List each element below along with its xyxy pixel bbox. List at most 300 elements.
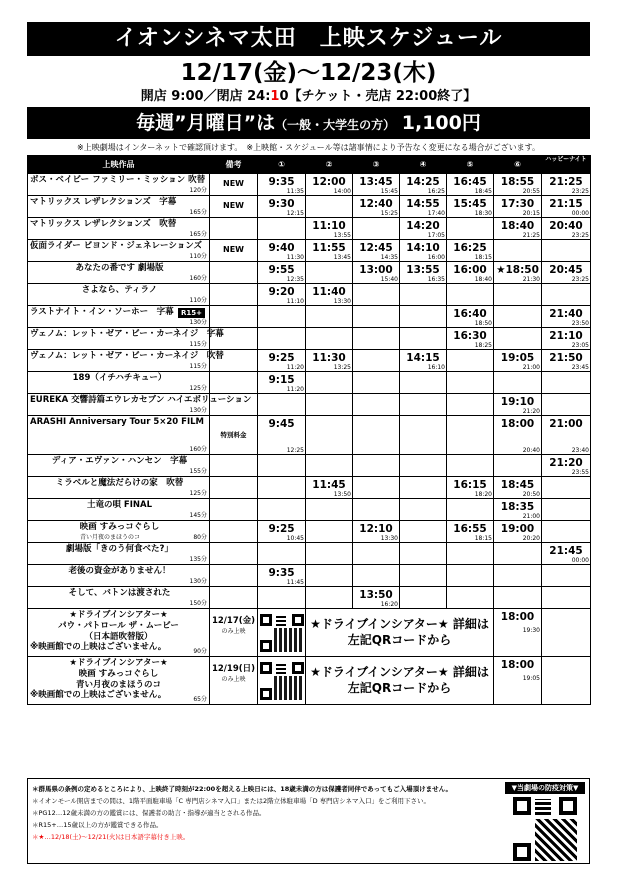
showtime-cell <box>306 262 353 284</box>
film-cell <box>28 174 210 196</box>
note-cell <box>210 262 258 284</box>
end-time: 18:25 <box>474 342 492 349</box>
end-time: 18:15 <box>474 535 492 542</box>
showtime-cell <box>447 565 494 587</box>
drive-in-qr-cell <box>258 657 306 705</box>
drive-in-duration: 90分 <box>193 648 207 655</box>
showtime-cell <box>258 218 306 240</box>
showtime-cell <box>353 543 400 565</box>
start-time: 21:15 <box>549 198 583 210</box>
start-time: 9:20 <box>268 286 295 298</box>
showtime-cell[interactable] <box>447 477 494 499</box>
film-duration: 110分 <box>189 253 207 260</box>
start-time: 18:35 <box>500 501 535 513</box>
showtime-cell[interactable] <box>494 657 542 705</box>
end-time: 12:35 <box>286 276 304 283</box>
table-row <box>28 455 591 477</box>
start-time: 21:00 <box>549 418 583 430</box>
showtime-cell[interactable] <box>400 350 447 372</box>
film-title: ARASHI Anniversary Tour 5×20 FILM <box>30 417 205 427</box>
showtime-cell <box>400 328 447 350</box>
start-time: 12:00 <box>312 176 346 188</box>
showtime-cell[interactable] <box>494 218 542 240</box>
showtime-cell[interactable] <box>353 240 400 262</box>
film-duration: 165分 <box>189 231 207 238</box>
showtime-cell <box>258 306 306 328</box>
end-time: 18:45 <box>474 188 492 195</box>
showtime-cell[interactable] <box>258 565 306 587</box>
showtime-cell[interactable] <box>447 521 494 543</box>
film-title: マトリックス レザレクションズ 字幕 <box>30 197 177 207</box>
hours-text-end: 0【チケット・売店 22:00終了】 <box>279 89 477 104</box>
showtime-cell <box>447 372 494 394</box>
showtime-cell <box>542 499 591 521</box>
showtime-cell[interactable] <box>258 521 306 543</box>
showtime-cell <box>306 543 353 565</box>
showtime-cell <box>447 394 494 416</box>
showtime-cell <box>447 455 494 477</box>
showtime-cell <box>353 499 400 521</box>
showtime-cell[interactable] <box>494 350 542 372</box>
rating-badge: R15+ <box>178 308 205 318</box>
column-header-4: ③ <box>353 156 400 174</box>
showtime-cell[interactable] <box>306 284 353 306</box>
start-time: 12:45 <box>359 242 393 254</box>
start-time: 16:25 <box>453 242 487 254</box>
end-time: 23:25 <box>571 188 589 195</box>
drive-in-title-line: ★ドライブインシアター★ <box>69 658 168 668</box>
drive-in-row <box>28 609 591 657</box>
qr-label: ▼当劇場の防疫対策▼ <box>505 782 585 794</box>
showtime-cell[interactable] <box>258 174 306 196</box>
column-header-6: ⑤ <box>447 156 494 174</box>
showtime-cell <box>258 477 306 499</box>
note-cell <box>210 372 258 394</box>
showtime-cell <box>306 455 353 477</box>
qr-code-icon[interactable] <box>513 797 577 861</box>
film-title: 劇場版「きのう何食べた?」 <box>66 544 173 554</box>
end-time: 23:55 <box>571 469 589 476</box>
end-time: 18:20 <box>474 491 492 498</box>
showtime-cell[interactable] <box>494 196 542 218</box>
note-cell <box>210 284 258 306</box>
start-time: 9:35 <box>268 567 295 579</box>
showtime-cell[interactable] <box>542 455 591 477</box>
showtime-cell[interactable] <box>447 328 494 350</box>
showtime-cell <box>353 306 400 328</box>
film-duration: 160分 <box>189 275 207 282</box>
showtime-cell[interactable] <box>258 284 306 306</box>
start-time: 14:15 <box>406 352 440 364</box>
start-time: 9:55 <box>268 264 295 276</box>
table-row <box>28 284 591 306</box>
showtime-cell[interactable] <box>258 416 306 455</box>
schedule-table <box>27 155 591 705</box>
film-title: ラストナイト・イン・ソーホー 字幕 <box>30 307 174 317</box>
showtime-cell[interactable] <box>353 174 400 196</box>
start-time: 9:25 <box>268 352 295 364</box>
end-time: 15:25 <box>380 210 398 217</box>
end-time: 19:30 <box>522 627 540 634</box>
start-time: 9:35 <box>268 176 295 188</box>
end-time: 13:50 <box>333 491 351 498</box>
start-time: 18:00 <box>500 659 535 671</box>
showtime-cell[interactable] <box>258 262 306 284</box>
end-time: 21:00 <box>522 513 540 520</box>
end-time: 23:25 <box>571 276 589 283</box>
drive-in-info-cell <box>306 657 494 705</box>
drive-in-note: ※映画館での上映はございません。 <box>30 642 167 652</box>
start-time: 19:10 <box>500 396 535 408</box>
drive-in-limit: のみ上映 <box>221 676 246 683</box>
start-time: 21:45 <box>549 545 583 557</box>
film-duration: 115分 <box>189 341 207 348</box>
film-title: そして、バトンは渡された <box>68 588 171 598</box>
showtime-cell[interactable] <box>400 262 447 284</box>
showtime-cell <box>447 587 494 609</box>
showtime-cell <box>353 328 400 350</box>
schedule-notes <box>27 141 590 154</box>
film-duration: 80分 <box>193 534 207 541</box>
film-cell <box>28 196 210 218</box>
column-header-7: ⑥ <box>494 156 542 174</box>
film-cell <box>28 328 224 350</box>
table-row <box>28 240 591 262</box>
end-time: 19:05 <box>522 675 540 682</box>
showtime-cell <box>258 455 306 477</box>
end-time: 13:30 <box>333 298 351 305</box>
showtime-cell <box>494 328 542 350</box>
end-time: 15:40 <box>380 276 398 283</box>
film-title: マトリックス レザレクションズ 吹替 <box>30 219 177 229</box>
showtime-cell[interactable] <box>542 543 591 565</box>
end-time: 20:50 <box>522 491 540 498</box>
showtime-cell[interactable] <box>542 416 591 455</box>
showtime-cell <box>400 477 447 499</box>
film-title: ヴェノム：レット・ゼア・ビー・カーネイジ 字幕 <box>30 329 224 339</box>
end-time: 23:40 <box>571 447 589 454</box>
film-duration: 150分 <box>189 600 207 607</box>
showtime-cell <box>306 372 353 394</box>
start-time: 11:55 <box>312 242 346 254</box>
film-duration: 160分 <box>189 446 207 453</box>
showtime-cell[interactable] <box>258 350 306 372</box>
date-range: 12/17(金)～12/23(木) <box>180 60 437 86</box>
drive-in-info: ★ドライブインシアター★ 詳細は左記QRコードから <box>310 665 489 695</box>
showtime-cell[interactable] <box>306 240 353 262</box>
showtime-cell <box>400 372 447 394</box>
film-title: 土竜の唄 FINAL <box>86 500 153 510</box>
showtime-cell[interactable] <box>400 196 447 218</box>
showtime-cell <box>353 394 400 416</box>
showtime-cell <box>306 499 353 521</box>
start-time: 12:10 <box>359 523 393 535</box>
end-time: 21:25 <box>522 232 540 239</box>
showtime-cell[interactable] <box>494 262 542 284</box>
showtime-cell[interactable] <box>306 174 353 196</box>
showtime-cell[interactable] <box>494 521 542 543</box>
start-time: 15:45 <box>453 198 487 210</box>
showtime-cell[interactable] <box>353 587 400 609</box>
showtime-cell <box>542 477 591 499</box>
showtime-cell <box>400 306 447 328</box>
showtime-cell <box>400 587 447 609</box>
drive-in-date-cell <box>210 657 258 705</box>
table-row <box>28 477 591 499</box>
showtime-cell[interactable] <box>447 306 494 328</box>
start-time: 20:40 <box>549 220 583 232</box>
film-cell <box>28 262 210 284</box>
end-time: 17:05 <box>427 232 445 239</box>
film-title: ディア・エヴァン・ハンセン 字幕 <box>51 456 188 466</box>
showtime-cell <box>353 284 400 306</box>
end-time: 14:35 <box>380 254 398 261</box>
end-time: 21:20 <box>522 408 540 415</box>
footer-notes-box <box>27 778 590 864</box>
table-row <box>28 306 591 328</box>
showtime-cell <box>400 543 447 565</box>
showtime-cell <box>400 284 447 306</box>
showtime-cell[interactable] <box>258 240 306 262</box>
showtime-cell[interactable] <box>494 174 542 196</box>
film-duration: 125分 <box>189 385 207 392</box>
showtime-cell <box>494 306 542 328</box>
end-time: 11:20 <box>286 364 304 371</box>
start-time: 11:30 <box>312 352 346 364</box>
start-time: 20:45 <box>549 264 583 276</box>
end-time: 00:00 <box>571 210 589 217</box>
note-cell: NEW <box>210 196 258 218</box>
note-cell <box>210 587 258 609</box>
film-cell <box>28 543 210 565</box>
showtime-cell[interactable] <box>447 196 494 218</box>
showtime-cell[interactable] <box>258 196 306 218</box>
table-row <box>28 499 591 521</box>
film-duration: 130分 <box>189 319 207 326</box>
start-time: 9:45 <box>268 418 295 430</box>
showtime-cell[interactable] <box>306 477 353 499</box>
showtime-cell <box>494 455 542 477</box>
showtime-cell <box>306 306 353 328</box>
end-time: 16:35 <box>427 276 445 283</box>
showtime-cell[interactable] <box>258 372 306 394</box>
film-cell <box>28 565 210 587</box>
page-title: イオンシネマ太田 上映スケジュール <box>27 22 590 56</box>
drive-in-date: 12/19(日) <box>211 664 256 674</box>
note-cell <box>210 477 258 499</box>
start-time: 21:50 <box>549 352 583 364</box>
end-time: 18:40 <box>474 276 492 283</box>
showtime-cell <box>447 284 494 306</box>
showtime-cell[interactable] <box>542 218 591 240</box>
showtime-cell <box>306 587 353 609</box>
showtime-cell[interactable] <box>542 174 591 196</box>
end-time: 11:45 <box>286 579 304 586</box>
drive-in-qr-cell <box>258 609 306 657</box>
end-time: 13:45 <box>333 254 351 261</box>
showtime-cell <box>494 543 542 565</box>
column-header-3: ② <box>306 156 353 174</box>
film-duration: 110分 <box>189 297 207 304</box>
start-time: 16:00 <box>453 264 487 276</box>
table-row <box>28 521 591 543</box>
showtime-cell[interactable] <box>542 328 591 350</box>
table-row <box>28 196 591 218</box>
table-row <box>28 565 591 587</box>
end-time: 23:25 <box>571 232 589 239</box>
start-time: 13:00 <box>359 264 393 276</box>
film-duration: 130分 <box>189 578 207 585</box>
showtime-cell[interactable] <box>400 218 447 240</box>
showtime-cell[interactable] <box>447 262 494 284</box>
film-cell <box>28 240 210 262</box>
opening-hours <box>27 88 590 106</box>
qr-code-icon[interactable] <box>260 614 304 652</box>
end-time: 23:05 <box>571 342 589 349</box>
drive-in-note: ※映画館での上映はございません。 <box>30 690 167 700</box>
showtime-cell[interactable] <box>353 521 400 543</box>
start-time: 16:55 <box>453 523 487 535</box>
note-cell: NEW <box>210 174 258 196</box>
note-left: ※上映劇場はインターネットで確認頂けます。 <box>77 143 239 152</box>
showtime-cell <box>542 372 591 394</box>
showtime-cell[interactable] <box>306 350 353 372</box>
hours-red-digit: 1 <box>270 89 280 104</box>
showtime-cell[interactable] <box>447 240 494 262</box>
showtime-cell <box>494 565 542 587</box>
note-cell <box>210 565 258 587</box>
end-time: 18:15 <box>474 254 492 261</box>
film-duration: 135分 <box>189 556 207 563</box>
film-title: ボス・ベイビー ファミリー・ミッション 吹替 <box>30 175 206 185</box>
film-title: さよなら、ティラノ <box>81 285 158 295</box>
showtime-cell[interactable] <box>542 196 591 218</box>
showtime-cell <box>258 543 306 565</box>
start-time: 14:20 <box>406 220 440 232</box>
showtime-cell <box>258 394 306 416</box>
end-time: 13:30 <box>380 535 398 542</box>
end-time: 23:50 <box>571 320 589 327</box>
showtime-cell <box>258 328 306 350</box>
start-time: 14:55 <box>406 198 440 210</box>
showtime-cell[interactable] <box>494 416 542 455</box>
end-time: 14:00 <box>333 188 351 195</box>
note-cell <box>210 306 258 328</box>
end-time: 20:55 <box>522 188 540 195</box>
end-time: 16:20 <box>380 601 398 608</box>
table-row <box>28 174 591 196</box>
showtime-cell <box>447 350 494 372</box>
film-cell <box>28 218 210 240</box>
drive-in-date: 12/17(金) <box>211 616 256 626</box>
showtime-cell <box>306 394 353 416</box>
start-time: 16:40 <box>453 308 487 320</box>
footer-note-3: ＊PG12…12歳未満の方の鑑賞には、保護者の助言・指導が適当とされる作品。 <box>32 809 266 817</box>
showtime-cell <box>258 499 306 521</box>
drive-in-info-cell <box>306 609 494 657</box>
end-time: 23:45 <box>571 364 589 371</box>
table-row <box>28 587 591 609</box>
end-time: 10:45 <box>286 535 304 542</box>
end-time: 11:35 <box>286 188 304 195</box>
showtime-cell[interactable] <box>494 609 542 657</box>
film-title: あなたの番です 劇場版 <box>75 263 164 273</box>
film-cell <box>28 477 210 499</box>
showtime-cell[interactable] <box>494 477 542 499</box>
start-time: 19:05 <box>500 352 535 364</box>
drive-in-title-line: パウ・パトロール ザ・ムービー <box>58 621 179 631</box>
promo-target: （一般・大学生の方） <box>275 118 396 132</box>
showtime-cell <box>353 218 400 240</box>
end-time: 16:25 <box>427 188 445 195</box>
empty-cell <box>542 609 591 657</box>
drive-in-date-cell <box>210 609 258 657</box>
film-duration: 165分 <box>189 209 207 216</box>
film-duration: 155分 <box>189 468 207 475</box>
showtime-cell[interactable] <box>494 499 542 521</box>
showtime-cell <box>400 416 447 455</box>
start-time: 21:40 <box>549 308 583 320</box>
showtime-cell[interactable] <box>542 350 591 372</box>
column-header-8: ハッピーナイト <box>542 156 591 174</box>
footer-note-2: ＊イオンモール開店までの間は、1階平面駐車場「C 専門店シネマ入口」または2階立体駐車場「D 専門店シネマ入口」をご利用下さい。 <box>32 797 430 805</box>
showtime-cell[interactable] <box>447 174 494 196</box>
showtime-cell <box>542 394 591 416</box>
showtime-cell[interactable] <box>542 306 591 328</box>
start-time: 17:30 <box>500 198 535 210</box>
showtime-cell[interactable] <box>542 262 591 284</box>
showtime-cell[interactable] <box>353 262 400 284</box>
drive-in-title-line: 青い月夜のまほうのコ <box>75 680 161 690</box>
showtime-cell <box>353 372 400 394</box>
start-time: 9:40 <box>268 242 295 254</box>
qr-code-icon[interactable] <box>260 662 304 700</box>
footer-note-1: ＊群馬県の条例の定めるところにより、上映終了時刻が22:00を超える上映日には、18歳未満の方は保護者同伴であってもご入場頂けません。 <box>32 785 453 793</box>
footer-note-5: ＊★…12/18(土)～12/21(火)は日本語字幕付き上映。 <box>32 833 190 841</box>
showtime-cell <box>306 521 353 543</box>
note-cell <box>210 499 258 521</box>
showtime-cell[interactable] <box>400 240 447 262</box>
film-cell <box>28 372 210 394</box>
table-row <box>28 218 591 240</box>
showtime-cell <box>353 565 400 587</box>
note-cell <box>210 218 258 240</box>
showtime-cell[interactable] <box>353 196 400 218</box>
showtime-cell[interactable] <box>400 174 447 196</box>
showtime-cell <box>306 196 353 218</box>
showtime-cell[interactable] <box>494 394 542 416</box>
start-time: 9:30 <box>268 198 295 210</box>
drive-in-film-cell <box>28 609 210 657</box>
column-header-1: 備考 <box>210 156 258 174</box>
showtime-cell <box>494 372 542 394</box>
start-time: ★18:50 <box>496 264 539 276</box>
film-duration: 130分 <box>189 407 207 414</box>
end-time: 21:30 <box>522 276 540 283</box>
showtime-cell[interactable] <box>306 218 353 240</box>
end-time: 12:25 <box>286 447 304 454</box>
end-time: 20:40 <box>522 447 540 454</box>
end-time: 15:45 <box>380 188 398 195</box>
drive-in-info: ★ドライブインシアター★ 詳細は左記QRコードから <box>310 617 489 647</box>
end-time: 12:15 <box>286 210 304 217</box>
showtime-cell <box>353 477 400 499</box>
table-row <box>28 372 591 394</box>
showtime-cell <box>542 521 591 543</box>
film-title: EUREKA 交響詩篇エウレカセブン ハイエボリューション <box>30 395 252 405</box>
footer-note-4: ＊R15+…15歳以上の方が鑑賞できる作品。 <box>32 821 163 829</box>
table-row <box>28 328 591 350</box>
